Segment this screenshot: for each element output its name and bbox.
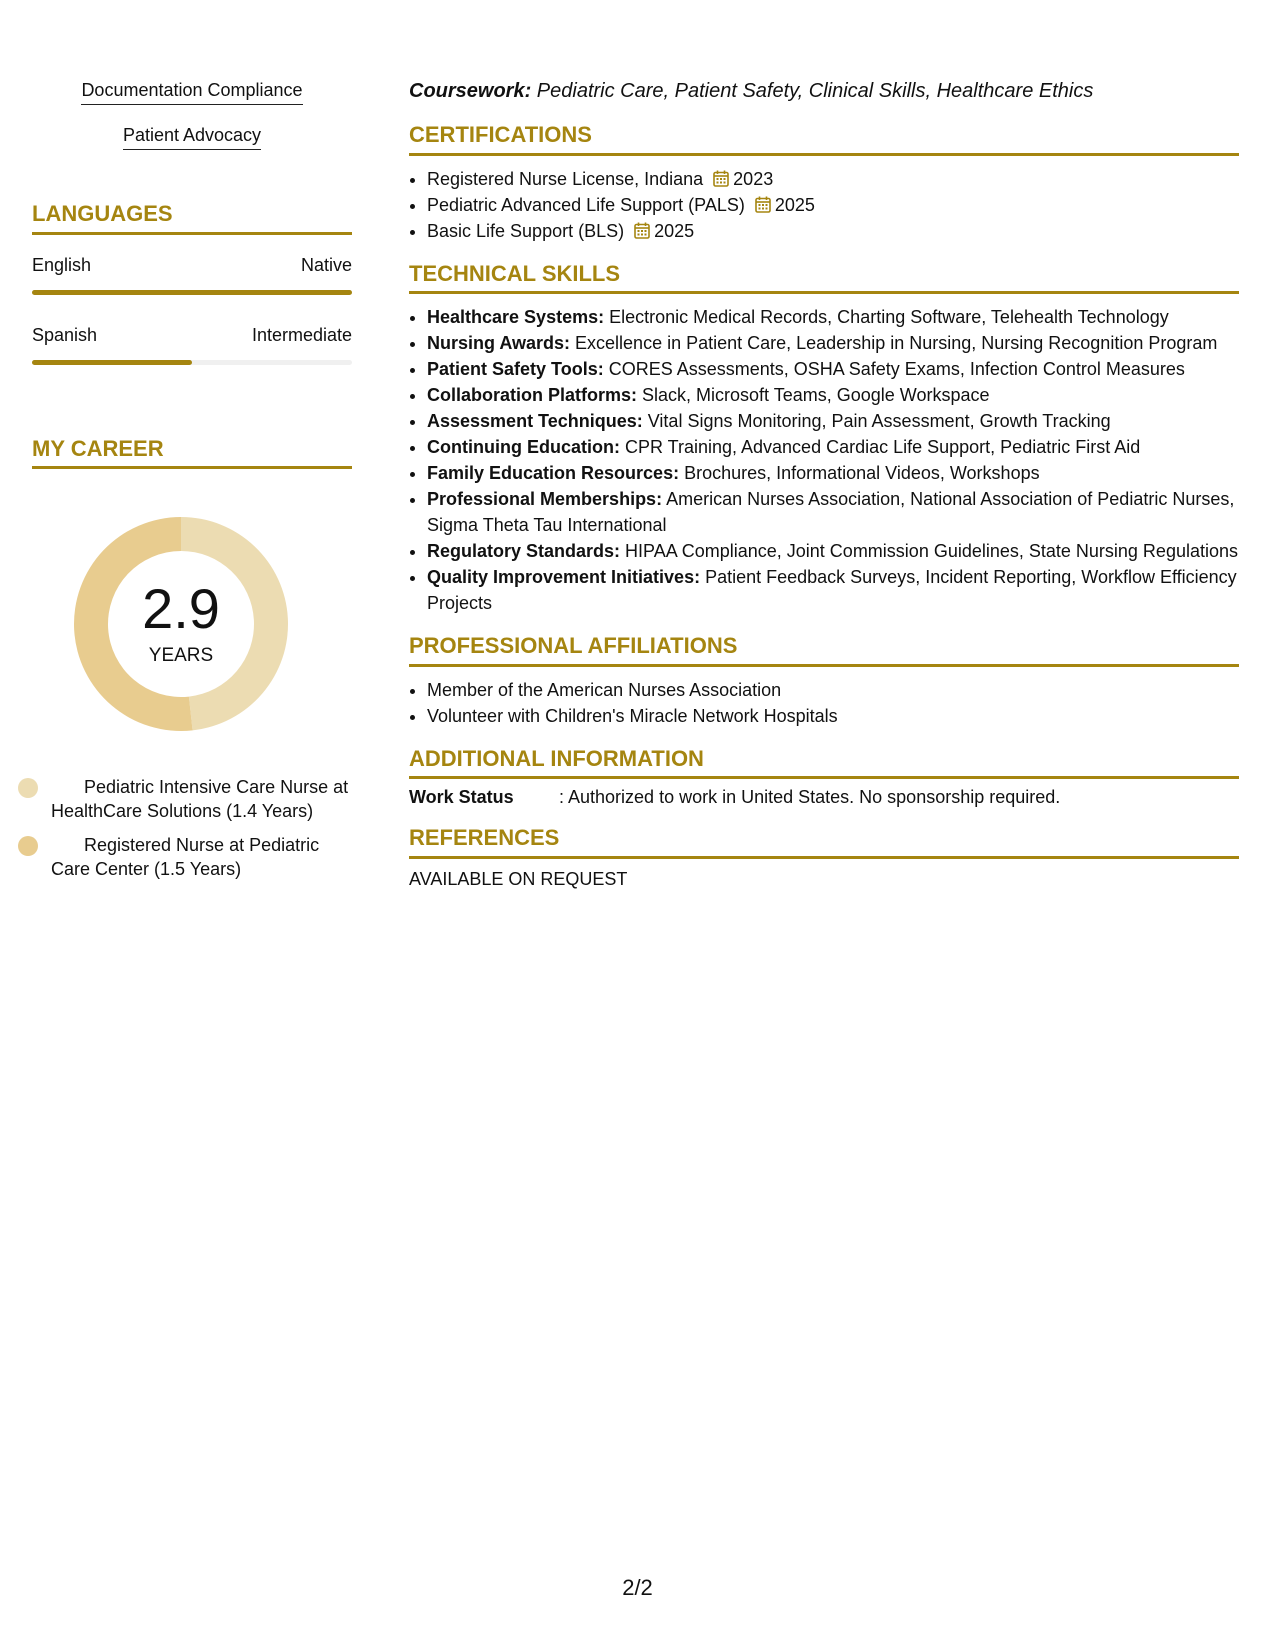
affiliations-section: [409, 632, 1239, 729]
additional-info-title: ADDITIONAL INFORMATION: [409, 745, 1239, 780]
affiliations-list: [409, 677, 1239, 729]
language-row: [32, 325, 352, 346]
certification-item: • Basic Life Support (BLS) 2025: [427, 218, 1239, 244]
affiliation-item: • Volunteer with Children's Miracle Network Hospitals: [427, 703, 1239, 729]
references-text: AVAILABLE ON REQUEST: [409, 868, 628, 889]
career-years-value: 2.9: [142, 577, 220, 640]
career-years-unit: YEARS: [148, 645, 214, 666]
technical-skill-item: • Nursing Awards: Excellence in Patient Care, Leadership in Nursing, Nursing Recognition Program: [427, 330, 1239, 356]
right-column: [409, 80, 1239, 890]
certifications-section: [409, 121, 1239, 244]
legend-dot-icon: [18, 778, 38, 798]
languages-section: [32, 200, 352, 365]
technical-skill-item: • Continuing Education: CPR Training, Advanced Cardiac Life Support, Pediatric First Aid: [427, 434, 1239, 460]
language-name: English: [32, 254, 92, 275]
skill-tag: Patient Advocacy: [32, 125, 352, 150]
technical-skill-item: • Assessment Techniques: Vital Signs Monitoring, Pain Assessment, Growth Tracking: [427, 408, 1239, 434]
calendar-icon: [634, 222, 650, 239]
technical-skills-title: TECHNICAL SKILLS: [409, 260, 1239, 295]
technical-skill-item: • Family Education Resources: Brochures, Informational Videos, Workshops: [427, 460, 1239, 486]
career-legend-item: Registered Nurse at Pediatric Care Center (1.5 Years): [51, 833, 352, 881]
certification-item: • Registered Nurse License, Indiana 2023: [427, 166, 1239, 192]
language-bar: [32, 360, 352, 365]
calendar-icon: [755, 196, 771, 213]
work-status-label: Work Status: [409, 787, 514, 807]
technical-skill-item: • Patient Safety Tools: CORES Assessments, OSHA Safety Exams, Infection Control Measures: [427, 356, 1239, 382]
technical-skill-item: • Quality Improvement Initiatives: Patient Feedback Surveys, Incident Reporting, Workflow Efficiency Projects: [427, 564, 1239, 616]
technical-skill-item: • Collaboration Platforms: Slack, Microsoft Teams, Google Workspace: [427, 382, 1239, 408]
career-donut: [66, 509, 296, 739]
technical-skills-list: [409, 304, 1239, 616]
additional-info-section: [409, 745, 1239, 809]
career-title: MY CAREER: [32, 435, 352, 470]
language-name: Spanish: [32, 324, 98, 345]
skill-tag: Documentation Compliance: [32, 80, 352, 105]
page-number: 2/2: [622, 1575, 653, 1600]
work-status-value: : Authorized to work in United States. No sponsorship required.: [559, 787, 1061, 807]
language-row: [32, 255, 352, 276]
career-section: [32, 435, 352, 882]
career-legend-item: Pediatric Intensive Care Nurse at HealthCare Solutions (1.4 Years): [51, 775, 352, 823]
left-column: [32, 80, 352, 881]
legend-dot-icon: [18, 836, 38, 856]
references-title: REFERENCES: [409, 824, 1239, 859]
language-bar-fill: [32, 360, 192, 365]
calendar-icon: [713, 170, 729, 187]
certifications-list: [409, 166, 1239, 244]
technical-skills-section: [409, 260, 1239, 617]
language-level: Intermediate: [251, 324, 352, 345]
languages-title: LANGUAGES: [32, 200, 352, 235]
technical-skill-item: • Healthcare Systems: Electronic Medical Records, Charting Software, Telehealth Technology: [427, 304, 1239, 330]
technical-skill-item: • Professional Memberships: American Nurses Association, National Association of Pediatric Nurses, Sigma Theta Tau International: [427, 486, 1239, 538]
language-bar-fill: [32, 290, 352, 295]
work-status-row: [409, 787, 1239, 808]
language-level: Native: [300, 254, 352, 275]
affiliations-title: PROFESSIONAL AFFILIATIONS: [409, 632, 1239, 667]
certification-item: • Pediatric Advanced Life Support (PALS) 2025: [427, 192, 1239, 218]
technical-skill-item: • Regulatory Standards: HIPAA Compliance, Joint Commission Guidelines, State Nursing Regulations: [427, 538, 1239, 564]
references-section: [409, 824, 1239, 890]
career-legend: [32, 775, 352, 881]
coursework-line: Coursework: Pediatric Care, Patient Safety, Clinical Skills, Healthcare Ethics: [409, 80, 1094, 102]
language-bar: [32, 290, 352, 295]
affiliation-item: • Member of the American Nurses Association: [427, 677, 1239, 703]
certifications-title: CERTIFICATIONS: [409, 121, 1239, 156]
